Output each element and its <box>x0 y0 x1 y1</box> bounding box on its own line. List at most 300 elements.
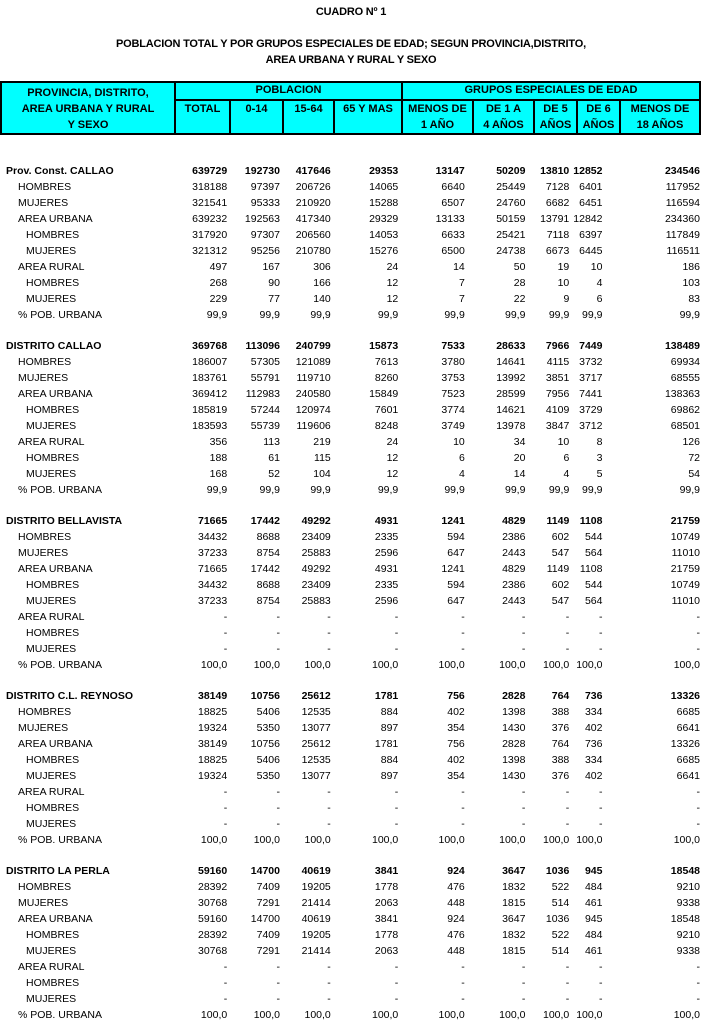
cell-menos-18-anos: 68555 <box>670 372 700 384</box>
cell-65-y-mas: 2596 <box>374 547 399 559</box>
cell-6-anos: 564 <box>584 547 603 559</box>
cell-1-a-4-anos: 2386 <box>502 579 526 591</box>
cell-15-64: 417646 <box>295 165 331 177</box>
cell-total: 34432 <box>198 579 228 591</box>
cell-6-anos: 736 <box>584 738 603 750</box>
cell-1-a-4-anos: 2443 <box>502 547 526 559</box>
cell-6-anos: 544 <box>584 579 603 591</box>
row-label: HOMBRES <box>26 579 80 591</box>
table-title: CUADRO Nº 1 <box>315 6 387 18</box>
section-total-row <box>0 688 702 704</box>
cell-0-14: 167 <box>262 261 280 273</box>
cell-5-anos: 1036 <box>545 865 570 877</box>
cell-total: - <box>223 611 228 623</box>
cell-65-y-mas: 24 <box>386 436 399 448</box>
cell-15-64: 119710 <box>296 372 331 384</box>
table-row <box>0 975 702 991</box>
cell-menos-1-ano: 594 <box>447 531 465 543</box>
cell-total: 30768 <box>198 945 228 957</box>
cell-menos-18-anos: 6641 <box>676 770 700 782</box>
cell-0-14: 100,0 <box>253 1009 280 1021</box>
cell-total: 19324 <box>198 770 228 782</box>
cell-15-64: 206726 <box>295 181 331 193</box>
cell-menos-18-anos: - <box>696 627 700 639</box>
cell-0-14: 55791 <box>250 372 280 384</box>
table-row <box>0 386 702 402</box>
cell-6-anos: - <box>598 627 603 639</box>
cell-0-14: 55739 <box>250 420 280 432</box>
cell-total: 321312 <box>192 245 228 257</box>
column-header-line: TOTAL <box>184 103 221 115</box>
cell-15-64: 115 <box>314 452 331 464</box>
cell-1-a-4-anos: 28 <box>513 277 526 289</box>
row-label: AREA RURAL <box>18 436 85 448</box>
cell-0-14: 192730 <box>244 165 280 177</box>
table-row <box>0 895 702 911</box>
cell-menos-18-anos: - <box>696 961 700 973</box>
cell-total: 639232 <box>192 213 228 225</box>
cell-15-64: 12535 <box>301 706 331 718</box>
cell-total: 28392 <box>198 881 228 893</box>
row-label: MUJERES <box>26 770 77 782</box>
table-row <box>0 720 702 736</box>
cell-menos-1-ano: 647 <box>447 595 465 607</box>
cell-1-a-4-anos: 13992 <box>496 372 526 384</box>
cell-6-anos: 484 <box>584 929 603 941</box>
cell-5-anos: 1149 <box>546 563 570 575</box>
row-label: HOMBRES <box>26 754 80 766</box>
row-label: HOMBRES <box>18 181 72 193</box>
cell-total: 188 <box>209 452 228 464</box>
cell-1-a-4-anos: 2443 <box>502 595 526 607</box>
cell-1-a-4-anos: 50159 <box>496 213 526 225</box>
cell-menos-1-ano: 354 <box>447 722 465 734</box>
cell-65-y-mas: 1781 <box>374 690 399 702</box>
cell-menos-1-ano: 10 <box>453 436 465 448</box>
cell-1-a-4-anos: 25449 <box>496 181 526 193</box>
cell-65-y-mas: 2063 <box>374 897 399 909</box>
cell-menos-18-anos: 83 <box>688 293 700 305</box>
row-label: MUJERES <box>26 245 77 257</box>
table-row <box>0 625 702 641</box>
row-label: % POB. URBANA <box>18 484 103 496</box>
cell-6-anos: 100,0 <box>576 659 603 671</box>
cell-6-anos: 564 <box>584 595 603 607</box>
cell-menos-18-anos: 13326 <box>670 690 700 702</box>
cell-65-y-mas: 12 <box>386 452 399 464</box>
cell-5-anos: 3851 <box>545 372 570 384</box>
cell-0-14: 61 <box>268 452 280 464</box>
cell-menos-1-ano: 924 <box>447 865 465 877</box>
cell-0-14: - <box>276 818 280 830</box>
table-row <box>0 816 702 832</box>
column-header-line: 0-14 <box>245 103 268 115</box>
column-header-line: AÑOS <box>539 119 572 131</box>
cell-5-anos: 99,9 <box>548 484 570 496</box>
cell-menos-18-anos: 11010 <box>671 595 700 607</box>
cell-1-a-4-anos: 1832 <box>502 929 526 941</box>
cell-1-a-4-anos: 4829 <box>502 515 526 527</box>
cell-1-a-4-anos: 100,0 <box>499 1009 526 1021</box>
cell-menos-18-anos: 9338 <box>676 945 700 957</box>
row-label: MUJERES <box>26 818 77 830</box>
cell-menos-18-anos: 72 <box>688 452 700 464</box>
header-group-poblacion: POBLACION <box>175 82 402 100</box>
cell-menos-18-anos: 186 <box>682 261 700 273</box>
cell-65-y-mas: 897 <box>380 770 399 782</box>
table-row <box>0 800 702 816</box>
cell-menos-1-ano: 924 <box>447 913 465 925</box>
cell-1-a-4-anos: 22 <box>513 293 526 305</box>
cell-total: - <box>223 643 228 655</box>
cell-menos-18-anos: 18548 <box>670 913 700 925</box>
row-label: AREA URBANA <box>18 388 93 400</box>
cell-0-14: 10756 <box>250 690 280 702</box>
cell-0-14: 5350 <box>256 770 280 782</box>
cell-1-a-4-anos: 1430 <box>502 770 526 782</box>
cell-15-64: 23409 <box>301 531 331 543</box>
cell-total: - <box>223 818 228 830</box>
cell-6-anos: 12842 <box>573 213 603 225</box>
cell-5-anos: 100,0 <box>543 1009 570 1021</box>
cell-5-anos: 7966 <box>545 340 570 352</box>
cell-5-anos: 522 <box>551 929 570 941</box>
cell-6-anos: - <box>598 977 603 989</box>
cell-total: 71665 <box>198 515 228 527</box>
cell-15-64: - <box>327 818 331 830</box>
cell-6-anos: 736 <box>584 690 603 702</box>
table-row <box>0 927 702 943</box>
cell-menos-18-anos: 10749 <box>670 531 700 543</box>
column-header-line: 65 Y MAS <box>343 103 393 115</box>
cell-menos-1-ano: - <box>461 977 465 989</box>
row-label: MUJERES <box>18 722 69 734</box>
cell-15-64: 100,0 <box>304 834 331 846</box>
row-label: AREA RURAL <box>18 961 85 973</box>
row-label: % POB. URBANA <box>18 1009 103 1021</box>
cell-15-64: 49292 <box>301 515 331 527</box>
cell-menos-18-anos: 69934 <box>670 356 700 368</box>
cell-total: 183761 <box>192 372 228 384</box>
cell-1-a-4-anos: 2828 <box>502 690 526 702</box>
cell-menos-18-anos: 68501 <box>670 420 700 432</box>
table-header <box>0 81 701 135</box>
cell-5-anos: 376 <box>551 770 570 782</box>
cell-5-anos: 10 <box>557 277 570 289</box>
cell-65-y-mas: 15288 <box>369 197 399 209</box>
row-label: AREA URBANA <box>18 213 93 225</box>
cell-5-anos: 4109 <box>545 404 570 416</box>
cell-65-y-mas: - <box>394 643 399 655</box>
cell-6-anos: - <box>598 802 603 814</box>
cell-65-y-mas: - <box>394 802 399 814</box>
cell-0-14: 97397 <box>250 181 280 193</box>
table-row <box>0 482 702 498</box>
cell-menos-1-ano: 756 <box>447 690 465 702</box>
cell-menos-1-ano: 100,0 <box>438 1009 465 1021</box>
cell-15-64: - <box>327 993 331 1005</box>
cell-5-anos: 7128 <box>545 181 570 193</box>
cell-menos-1-ano: 4 <box>458 468 465 480</box>
table-row <box>0 911 702 927</box>
row-label: MUJERES <box>26 468 77 480</box>
cell-6-anos: 3729 <box>579 404 603 416</box>
cell-1-a-4-anos: 50 <box>513 261 526 273</box>
cell-65-y-mas: 14065 <box>369 181 399 193</box>
row-label: AREA RURAL <box>18 261 85 273</box>
cell-0-14: 10756 <box>250 738 280 750</box>
cell-1-a-4-anos: 34 <box>513 436 526 448</box>
cell-0-14: 95256 <box>250 245 280 257</box>
cell-menos-18-anos: 6641 <box>676 722 700 734</box>
cell-total: 497 <box>209 261 228 273</box>
cell-5-anos: 547 <box>551 547 570 559</box>
cell-6-anos: 402 <box>584 770 603 782</box>
cell-menos-1-ano: 1241 <box>441 563 465 575</box>
cell-total: 321541 <box>192 197 228 209</box>
cell-65-y-mas: 15276 <box>369 245 399 257</box>
cell-5-anos: 547 <box>551 595 570 607</box>
cell-menos-18-anos: 18548 <box>670 865 700 877</box>
cell-0-14: 192563 <box>244 213 280 225</box>
row-label: AREA RURAL <box>18 611 85 623</box>
cell-5-anos: 100,0 <box>543 834 570 846</box>
cell-menos-18-anos: 117952 <box>665 181 700 193</box>
cell-menos-18-anos: 138363 <box>664 388 700 400</box>
cell-menos-1-ano: 99,9 <box>444 484 465 496</box>
cell-65-y-mas: - <box>394 961 399 973</box>
cell-total: 318188 <box>192 181 228 193</box>
row-label: DISTRITO C.L. REYNOSO <box>6 690 133 702</box>
cell-15-64: 25883 <box>301 595 331 607</box>
table-row <box>0 195 702 211</box>
cell-total: - <box>223 961 228 973</box>
cell-1-a-4-anos: 24760 <box>496 197 526 209</box>
header-row-label <box>1 82 175 134</box>
cell-menos-18-anos: 9210 <box>676 881 700 893</box>
cell-0-14: 17442 <box>250 563 280 575</box>
column-header-1-a-4-anos <box>473 100 534 134</box>
table-row <box>0 434 702 450</box>
row-label: HOMBRES <box>18 531 72 543</box>
section-spacer <box>0 673 702 688</box>
column-header-menos-18-anos <box>620 100 700 134</box>
cell-65-y-mas: 2335 <box>374 531 399 543</box>
cell-5-anos: 10 <box>557 436 570 448</box>
cell-15-64: - <box>327 643 331 655</box>
cell-65-y-mas: 8248 <box>374 420 399 432</box>
cell-menos-18-anos: 54 <box>688 468 700 480</box>
cell-15-64: 104 <box>313 468 331 480</box>
cell-5-anos: 7118 <box>546 229 570 241</box>
cell-65-y-mas: 2335 <box>374 579 399 591</box>
cell-total: 59160 <box>198 913 228 925</box>
cell-6-anos: 100,0 <box>576 1009 603 1021</box>
cell-65-y-mas: 29329 <box>369 213 399 225</box>
table-row <box>0 466 702 482</box>
cell-65-y-mas: 12 <box>386 277 399 289</box>
cell-15-64: 219 <box>313 436 331 448</box>
cell-15-64: 120974 <box>295 404 331 416</box>
cell-1-a-4-anos: 1398 <box>502 706 526 718</box>
cell-0-14: 5406 <box>256 706 280 718</box>
cell-0-14: - <box>276 627 280 639</box>
cell-0-14: - <box>276 786 280 798</box>
cell-1-a-4-anos: 1398 <box>502 754 526 766</box>
cell-65-y-mas: - <box>394 786 399 798</box>
row-label: % POB. URBANA <box>18 834 103 846</box>
table-row <box>0 768 702 784</box>
cell-total: 369768 <box>192 340 228 352</box>
cell-6-anos: 3717 <box>579 372 603 384</box>
cell-menos-18-anos: 234360 <box>664 213 700 225</box>
cell-6-anos: 945 <box>584 913 603 925</box>
cell-1-a-4-anos: 25421 <box>496 229 526 241</box>
cell-1-a-4-anos: - <box>521 627 526 639</box>
cell-15-64: 23409 <box>301 579 331 591</box>
cell-menos-18-anos: 9210 <box>676 929 700 941</box>
cell-6-anos: 8 <box>596 436 603 448</box>
cell-menos-18-anos: 69862 <box>670 404 700 416</box>
row-label: MUJERES <box>18 547 69 559</box>
cell-menos-1-ano: 7533 <box>441 340 465 352</box>
cell-65-y-mas: - <box>394 993 399 1005</box>
cell-1-a-4-anos: 14621 <box>496 404 526 416</box>
cell-0-14: 97307 <box>250 229 280 241</box>
cell-6-anos: 1108 <box>579 563 603 575</box>
cell-5-anos: - <box>565 802 570 814</box>
column-header-0-14 <box>230 100 283 134</box>
column-header-line: DE 6 <box>586 103 611 115</box>
cell-15-64: - <box>327 802 331 814</box>
cell-6-anos: 461 <box>584 945 603 957</box>
row-label: HOMBRES <box>26 404 80 416</box>
cell-15-64: 166 <box>313 277 331 289</box>
cell-15-64: 21414 <box>301 897 331 909</box>
cell-15-64: 49292 <box>301 563 331 575</box>
column-header-line: DE 5 <box>543 103 568 115</box>
table-subtitle-line-1: POBLACION TOTAL Y POR GRUPOS ESPECIALES DE EDAD; SEGUN PROVINCIA,DISTRITO, <box>116 38 586 50</box>
cell-total: 38149 <box>198 738 228 750</box>
section-total-row <box>0 863 702 879</box>
row-label: MUJERES <box>26 993 77 1005</box>
cell-1-a-4-anos: 3647 <box>502 913 526 925</box>
cell-menos-1-ano: 594 <box>447 579 465 591</box>
cell-6-anos: 100,0 <box>576 834 603 846</box>
cell-15-64: 140 <box>313 293 331 305</box>
cell-0-14: 8688 <box>256 531 280 543</box>
cell-15-64: 417340 <box>295 213 331 225</box>
cell-0-14: 8754 <box>256 547 280 559</box>
cell-1-a-4-anos: 1815 <box>502 897 526 909</box>
cell-menos-18-anos: - <box>696 818 700 830</box>
cell-0-14: - <box>276 802 280 814</box>
cell-menos-1-ano: 647 <box>447 547 465 559</box>
cell-menos-1-ano: 99,9 <box>444 309 465 321</box>
cell-0-14: 52 <box>268 468 280 480</box>
cell-15-64: 25612 <box>301 690 331 702</box>
cell-6-anos: - <box>598 611 603 623</box>
cell-1-a-4-anos: 100,0 <box>499 659 526 671</box>
cell-total: 185819 <box>192 404 228 416</box>
column-header-line: DE 1 A <box>485 103 522 115</box>
table-row <box>0 1007 702 1023</box>
cell-0-14: 5406 <box>256 754 280 766</box>
cell-menos-18-anos: - <box>696 643 700 655</box>
row-label: MUJERES <box>18 197 69 209</box>
cell-6-anos: 99,9 <box>582 484 603 496</box>
cell-1-a-4-anos: - <box>521 977 526 989</box>
cell-menos-1-ano: 354 <box>447 770 465 782</box>
table-row <box>0 736 702 752</box>
cell-total: - <box>223 977 228 989</box>
cell-menos-18-anos: 100,0 <box>673 834 700 846</box>
cell-65-y-mas: 14053 <box>369 229 399 241</box>
cell-1-a-4-anos: 28599 <box>496 388 526 400</box>
cell-15-64: 210920 <box>295 197 331 209</box>
cell-6-anos: 12852 <box>573 165 603 177</box>
cell-5-anos: 3847 <box>545 420 570 432</box>
cell-5-anos: 6682 <box>545 197 570 209</box>
cell-1-a-4-anos: 2386 <box>502 531 526 543</box>
cell-menos-1-ano: 6633 <box>441 229 465 241</box>
row-label: HOMBRES <box>26 802 80 814</box>
section-total-row <box>0 338 702 354</box>
cell-15-64: 13077 <box>301 722 331 734</box>
cell-5-anos: 19 <box>557 261 570 273</box>
cell-5-anos: 7956 <box>545 388 570 400</box>
cell-65-y-mas: - <box>394 611 399 623</box>
cell-0-14: 99,9 <box>259 484 280 496</box>
cell-5-anos: 764 <box>551 690 570 702</box>
cell-menos-18-anos: 11010 <box>671 547 700 559</box>
table-row <box>0 259 702 275</box>
cell-total: 19324 <box>198 722 228 734</box>
cell-1-a-4-anos: 20 <box>513 452 526 464</box>
cell-65-y-mas: 2596 <box>374 595 399 607</box>
cell-menos-1-ano: 13133 <box>435 213 465 225</box>
cell-5-anos: - <box>565 818 570 830</box>
cell-menos-1-ano: 6 <box>458 452 465 464</box>
cell-0-14: 99,9 <box>259 309 280 321</box>
cell-15-64: 99,9 <box>310 309 331 321</box>
cell-5-anos: - <box>565 977 570 989</box>
cell-menos-1-ano: - <box>461 961 465 973</box>
table-row <box>0 179 702 195</box>
row-label: % POB. URBANA <box>18 659 103 671</box>
cell-65-y-mas: 884 <box>380 706 399 718</box>
cell-0-14: - <box>276 993 280 1005</box>
cell-1-a-4-anos: - <box>521 786 526 798</box>
cell-1-a-4-anos: 2828 <box>502 738 526 750</box>
column-header-65-y-mas <box>334 100 402 134</box>
cell-5-anos: 514 <box>551 945 570 957</box>
table-subtitle-line-2: AREA URBANA Y RURAL Y SEXO <box>265 54 437 66</box>
cell-5-anos: 764 <box>551 738 570 750</box>
cell-menos-18-anos: 100,0 <box>673 659 700 671</box>
column-header-6-anos <box>577 100 620 134</box>
cell-0-14: 8754 <box>256 595 280 607</box>
table-row <box>0 609 702 625</box>
cell-6-anos: 6451 <box>579 197 603 209</box>
cell-6-anos: 3712 <box>579 420 603 432</box>
row-label: MUJERES <box>26 945 77 957</box>
table-row <box>0 657 702 673</box>
cell-65-y-mas: 29353 <box>369 165 399 177</box>
row-label: Prov. Const. CALLAO <box>6 165 114 177</box>
cell-0-14: 90 <box>268 277 280 289</box>
cell-menos-1-ano: 100,0 <box>438 659 465 671</box>
